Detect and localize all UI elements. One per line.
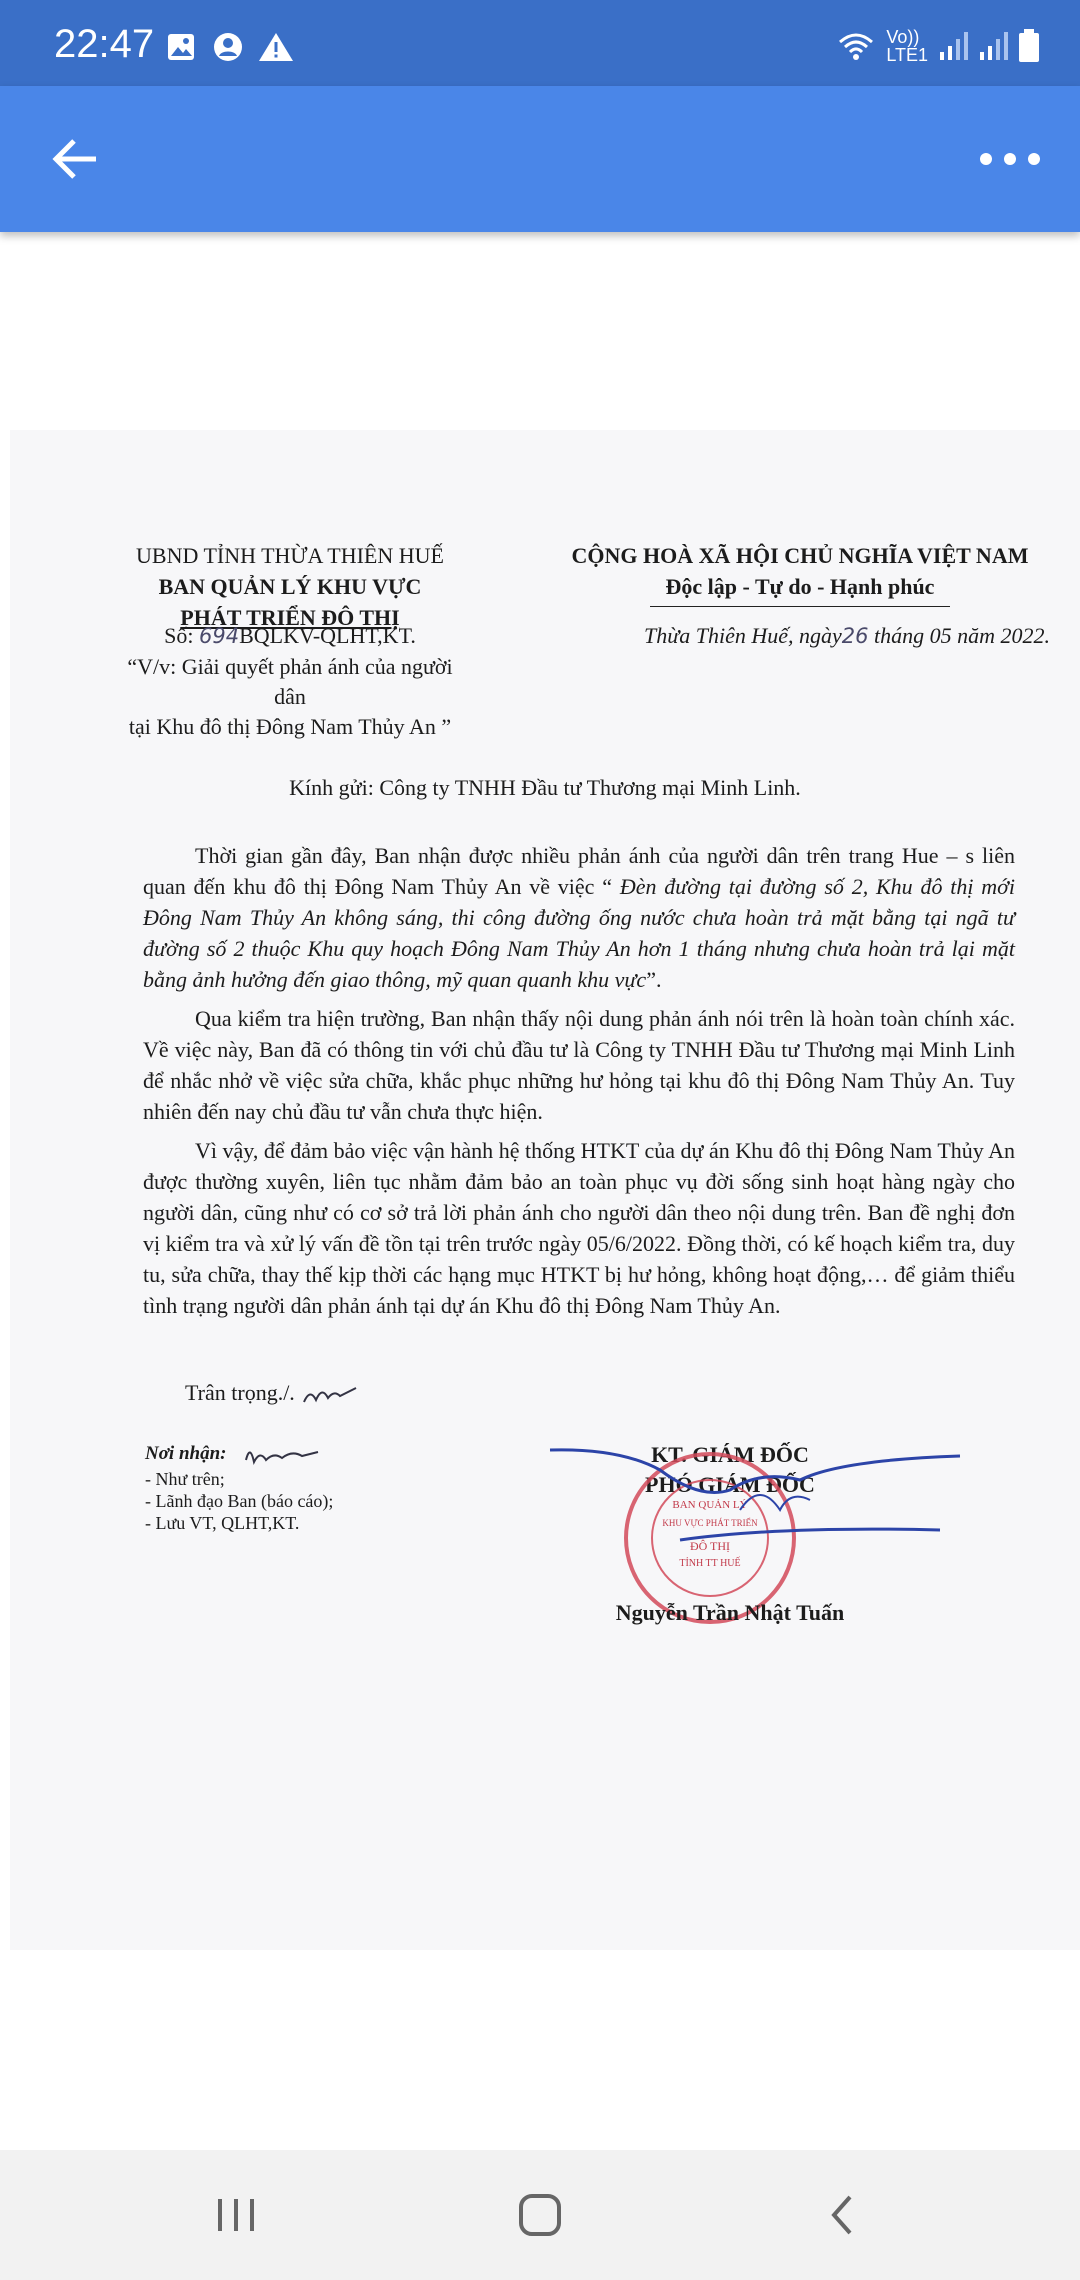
nav-back-icon xyxy=(822,2191,862,2239)
header-right xyxy=(540,540,1060,607)
stamp-text: BAN QUẢN LÝ xyxy=(672,1499,748,1511)
stamp-text: TỈNH TT HUẾ xyxy=(679,1558,741,1569)
image-icon xyxy=(166,32,196,62)
header-left xyxy=(120,540,460,633)
signer-title-1: KT. GIÁM ĐỐC xyxy=(651,1442,809,1467)
national-motto: Độc lập - Tự do - Hạnh phúc xyxy=(665,574,935,599)
recipient-item: - Như trên; xyxy=(145,1469,225,1489)
recipients-title: Nơi nhận: xyxy=(145,1443,227,1464)
recipient-line: Kính gửi: Công ty TNHH Đầu tư Thương mại Minh Linh. xyxy=(289,775,801,800)
closing xyxy=(185,1380,360,1410)
app-bar xyxy=(0,86,1080,232)
so-suffix: BQLKV-QLHT,KT. xyxy=(239,623,416,648)
more-dot xyxy=(980,153,992,165)
signal-icon xyxy=(938,30,968,62)
signer-title-2: PHÓ GIÁM ĐỐC xyxy=(645,1472,815,1497)
so-handwritten: 694 xyxy=(198,624,240,648)
status-right-icons xyxy=(836,24,1040,68)
status-bar xyxy=(0,0,1080,86)
subject-line-1: “V/v: Giải quyết phản ánh của người dân xyxy=(127,654,453,709)
volte-indicator xyxy=(886,28,928,64)
paragraph-2: Qua kiểm tra hiện trường, Ban nhận thấy nội dung phản ánh nói trên là hoàn toàn chính xác. Về việc này, Ban đã có thông tin với chủ đầu tư là Công ty TNHH Đầu tư Thương mại Minh Linh để nhắc nhở về việc sửa chữa, khắc phục những hư hỏng tại khu đô thị Đông Nam Thủy An. Tuy nhiên đến nay chủ đầu tư vẫn chưa thực hiện. xyxy=(143,1006,1015,1124)
handwritten-initials xyxy=(242,1440,322,1468)
so-prefix: Số: xyxy=(164,623,194,648)
signature-scribble xyxy=(540,1430,980,1560)
date-day-handwritten: 26 xyxy=(841,624,869,648)
paragraph-1-italic: Đèn đường tại đường số 2, Khu đô thị mới Đông Nam Thủy An không sáng, thi công đường ống nước chưa hoàn trả mặt bằng tại ngã tư đường số 2 thuộc Khu quy hoạch Đông Nam Thủy An hơn 1 tháng nhưng chưa hoàn trả lại mặt bằng ảnh hưởng đến giao thông, mỹ quan quanh khu vực xyxy=(143,874,1016,992)
signer-name: Nguyễn Trần Nhật Tuấn xyxy=(615,1600,845,1625)
date-prefix: Thừa Thiên Huế, ngày xyxy=(644,623,842,648)
nav-back-button[interactable] xyxy=(792,2180,892,2250)
document-body xyxy=(143,840,1015,1329)
date-suffix: tháng 05 năm 2022. xyxy=(874,623,1050,648)
status-time: 22:47 xyxy=(54,22,155,66)
subject xyxy=(120,652,460,742)
home-icon xyxy=(516,2191,564,2239)
recents-button[interactable] xyxy=(186,2180,286,2250)
agency-name-2: PHÁT TRIỂN ĐÔ THỊ xyxy=(180,605,400,630)
signal-icon xyxy=(978,30,1008,62)
paragraph-1-plain: Thời gian gần đây, Ban nhận được nhiều phản ánh của người dân trên trang Hue – s liên quan đến khu đô thị Đông Nam Thủy An về việc “ xyxy=(143,843,1015,899)
agency-name-1: BAN QUẢN LÝ KHU VỰC xyxy=(158,574,422,599)
recipient-item: - Lưu VT, QLHT,KT. xyxy=(145,1513,300,1533)
paragraph-3: Vì vậy, để đảm bảo việc vận hành hệ thống HTKT của dự án Khu đô thị Đông Nam Thủy An được thường xuyên, liên tục nhằm đảm bảo an toàn phục vụ đời sống sinh hoạt hàng ngày cho người dân, cũng như có cơ sở trả lời phản ánh cho người dân theo nội dung trên. Ban đề nghị đơn vị kiểm tra và xử lý vấn đề tồn tại trên trước ngày 05/6/2022. Đồng thời, có kế hoạch kiểm tra, duy tu, sửa chữa, thay thế kịp thời các hạng mục HTKT bị hư hỏng, không hoạt động,… để giảm thiểu tình trạng người dân phản ánh tại dự án Khu đô thị Đông Nam Thủy An. xyxy=(143,1138,1015,1318)
warning-icon xyxy=(258,32,294,62)
closing-text: Trân trọng./. xyxy=(185,1380,295,1406)
recents-icon xyxy=(214,2193,258,2237)
account-icon xyxy=(213,32,243,62)
subject-line-2: tại Khu đô thị Đông Nam Thủy An ” xyxy=(128,714,452,739)
document-content xyxy=(10,430,1080,1950)
more-options-button[interactable] xyxy=(980,136,1040,182)
document-date xyxy=(550,623,1050,649)
arrow-back-icon[interactable] xyxy=(44,128,106,190)
system-nav-bar xyxy=(0,2150,1080,2280)
home-button[interactable] xyxy=(490,2180,590,2250)
stamp-text: KHU VỰC PHÁT TRIỂN xyxy=(662,1518,758,1528)
volte-label: Vo)) xyxy=(886,27,920,47)
motto-underline xyxy=(650,606,950,607)
more-dot xyxy=(1028,153,1040,165)
document-page xyxy=(10,430,1080,1950)
lte-label: LTE1 xyxy=(886,45,928,65)
stamp-text: ĐÔ THỊ xyxy=(689,1539,731,1553)
recipient-item: - Lãnh đạo Ban (báo cáo); xyxy=(145,1491,334,1511)
initials-scribble xyxy=(300,1380,360,1410)
battery-icon xyxy=(1018,29,1040,63)
recipients-title-row xyxy=(145,1440,333,1468)
agency-parent: UBND TỈNH THỪA THIÊN HUẾ xyxy=(136,543,444,568)
wifi-icon xyxy=(836,30,876,62)
more-dot xyxy=(1004,153,1016,165)
recipients-list xyxy=(145,1440,333,1534)
document-number xyxy=(120,623,460,649)
paragraph-1 xyxy=(143,840,1015,995)
paragraph-1-end: ”. xyxy=(646,967,662,992)
national-title: CỘNG HOÀ XÃ HỘI CHỦ NGHĨA VIỆT NAM xyxy=(571,543,1029,568)
